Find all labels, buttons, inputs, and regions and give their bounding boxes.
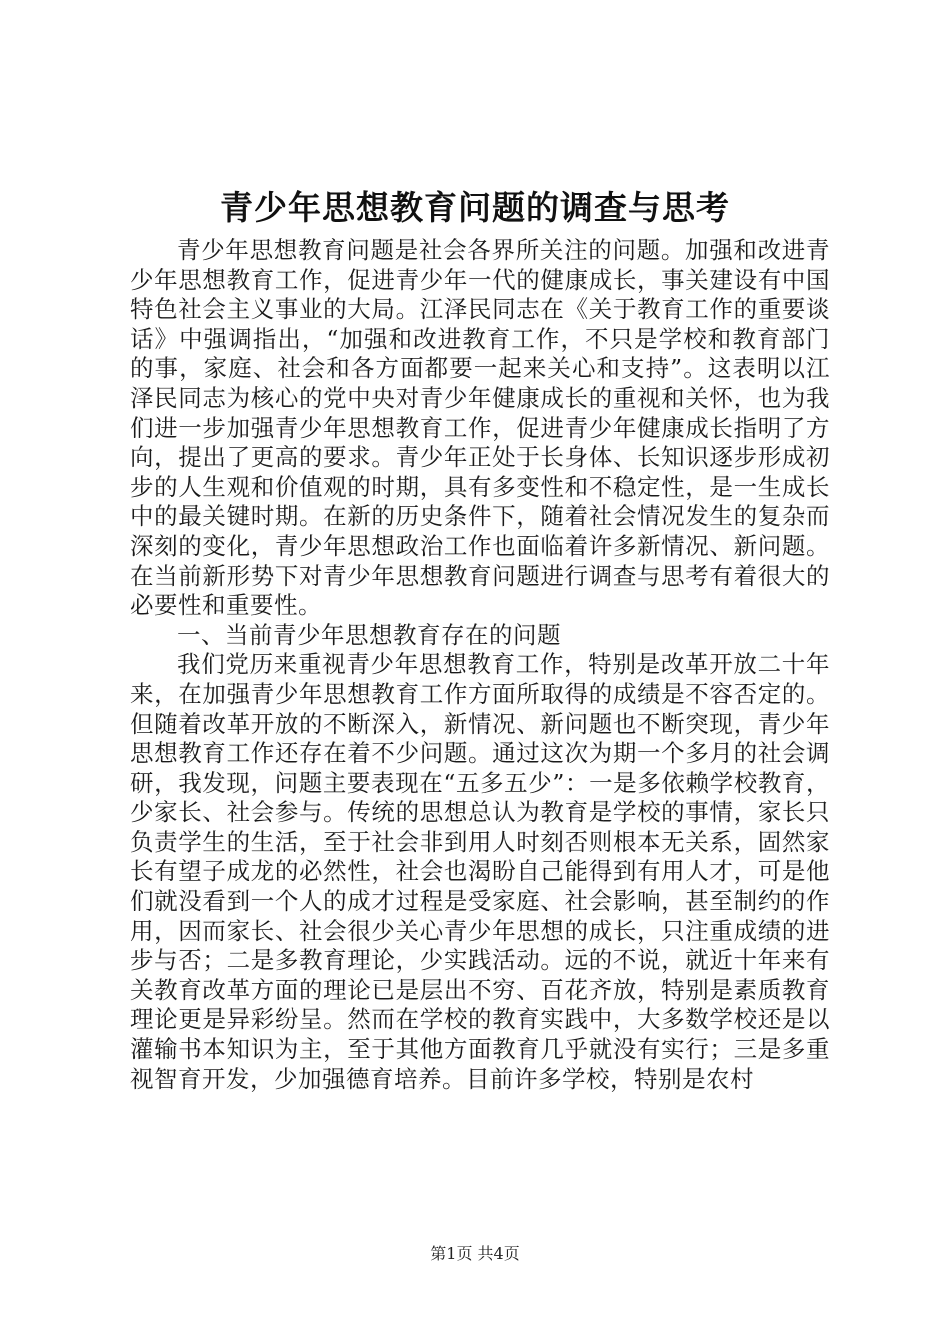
document-title: 青少年思想教育问题的调查与思考 <box>220 188 730 227</box>
paragraph-problems: 我们党历来重视青少年思想教育工作，特别是改革开放二十年来，在加强青少年思想教育工作方面所取得的成绩是不容否定的。但随着改革开放的不断深入，新情况、新问题也不断突现，青少年思想教育工作还存在着不少问题。通过这次为期一个多月的社会调研，我发现，问题主要表现在“五多五少”：一是多依赖学校教育，少家长、社会参与。传统的思想总认为教育是学校的事情，家长只负责学生的生活，至于社会非到用人时刻否则根本无关系，固然家长有望子成龙的必然性，社会也渴盼自己能得到有用人才，可是他们就没看到一个人的成才过程是受家庭、社会影响，甚至制约的作用，因而家长、社会很少关心青少年思想的成长，只注重成绩的进步与否；二是多教育理论，少实践活动。远的不说，就近十年来有关教育改革方面的理论已是层出不穷、百花齐放，特别是素质教育理论更是异彩纷呈。然而在学校的教育实践中，大多数学校还是以灌输书本知识为主，至于其他方面教育几乎就没有实行；三是多重视智育开发，少加强德育培养。目前许多学校，特别是农村 <box>130 650 830 1093</box>
section-heading-1: 一、当前青少年思想教育存在的问题 <box>177 620 561 649</box>
paragraph-intro: 青少年思想教育问题是社会各界所关注的问题。加强和改进青少年思想教育工作，促进青少年一代的健康成长，事关建设有中国特色社会主义事业的大局。江泽民同志在《关于教育工作的重要谈话》中强调指出，“加强和改进教育工作，不只是学校和教育部门的事，家庭、社会和各方面都要一起来关心和支持”。这表明以江泽民同志为核心的党中央对青少年健康成长的重视和关怀，也为我们进一步加强青少年思想教育工作，促进青少年健康成长指明了方向，提出了更高的要求。青少年正处于长身体、长知识逐步形成初步的人生观和价值观的时期，具有多变性和不稳定性，是一生成长中的最关键时期。在新的历史条件下，随着社会情况发生的复杂而深刻的变化，青少年思想政治工作也面临着许多新情况、新问题。在当前新形势下对青少年思想教育问题进行调查与思考有着很大的必要性和重要性。 <box>130 236 830 620</box>
page-number: 第1页 共4页 <box>430 1244 520 1263</box>
document-body <box>130 236 830 1094</box>
